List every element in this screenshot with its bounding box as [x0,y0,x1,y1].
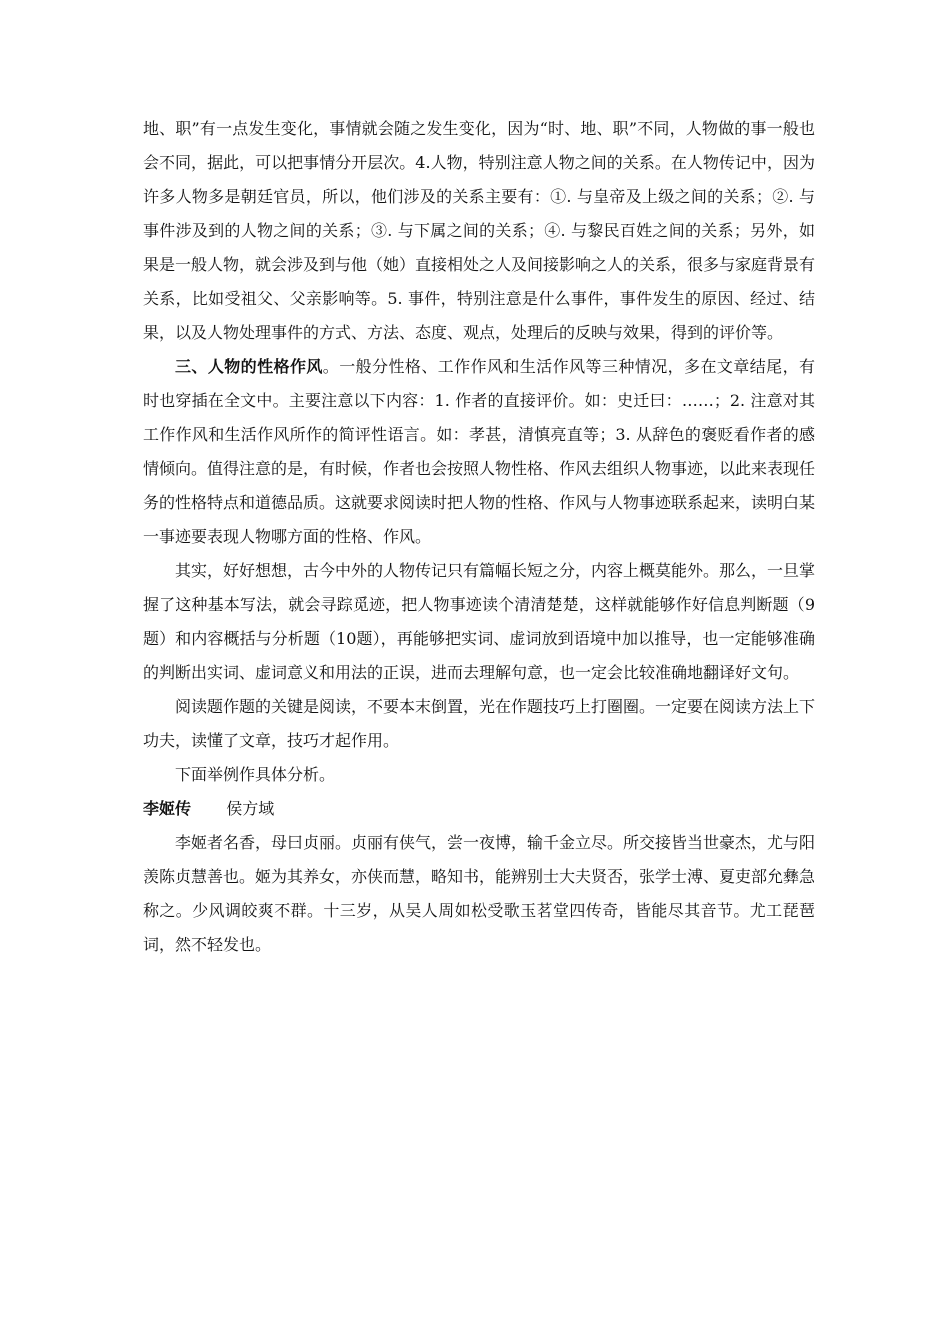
section-heading: 三、人物的性格作风 [175,357,323,376]
document-page [143,112,815,962]
section-body: 。一般分性格、工作作风和生活作风等三种情况，多在文章结尾，有时也穿插在全文中。主要注意以下内容：1. 作者的直接评价。如：史迁曰：……；2. 注意对其工作作风和生活作风所作的简评性语言。如：孝甚，清慎亮直等；3. 从辞色的褒贬看作者的感情倾向。值得注意的是，有时候，作者也会按照人物性格、作风去组织人物事迹，以此来表现任务的性格特点和道德品质。这就要求阅读时把人物的性格、作风与人物事迹联系起来，读明白某一事迹要表现人物哪方面的性格、作风。 [143,357,816,546]
article-author: 侯方域 [226,799,275,818]
paragraph-reading-key: 阅读题作题的关键是阅读，不要本末倒置，光在作题技巧上打圈圈。一定要在阅读方法上下功夫，读懂了文章，技巧才起作用。 [143,697,816,750]
paragraph-events: 地、职”有一点发生变化，事情就会随之发生变化，因为“时、地、职”不同，人物做的事一般也会不同，据此，可以把事情分开层次。4.人物，特别注意人物之间的关系。在人物传记中，因为许多人物多是朝廷官员，所以，他们涉及的关系主要有：①. 与皇帝及上级之间的关系；②. 与事件涉及到的人物之间的关系；③. 与下属之间的关系；④. 与黎民百姓之间的关系；另外，如果是一般人物，就会涉及到与他（她）直接相处之人及间接影响之人的关系，很多与家庭背景有关系，比如受祖父、父亲影响等。5. 事件，特别注意是什么事件，事件发生的原因、经过、结果，以及人物处理事件的方式、方法、态度、观点，处理后的反映与效果，得到的评价等。 [143,119,816,342]
paragraph-summary: 其实，好好想想，古今中外的人物传记只有篇幅长短之分，内容上概莫能外。那么，一旦掌握了这种基本写法，就会寻踪觅迹，把人物事迹读个清清楚楚，这样就能够作好信息判断题（9题）和内容概括与分析题（10题），再能够把实词、虚词放到语境中加以推导，也一定能够准确的判断出实词、虚词意义和用法的正误，进而去理解句意，也一定会比较准确地翻译好文句。 [143,561,816,682]
paragraph-character-style [143,350,815,554]
article-title: 李姬传 [143,799,192,818]
paragraph-article-text: 李姬者名香，母曰贞丽。贞丽有侠气，尝一夜博，输千金立尽。所交接皆当世豪杰，尤与阳羡陈贞慧善也。姬为其养女，亦侠而慧，略知书，能辨别士大夫贤否，张学士溥、夏吏部允彝急称之。少风调皎爽不群。十三岁，从吴人周如松受歌玉茗堂四传奇，皆能尽其音节。尤工琵琶词，然不轻发也。 [143,833,816,954]
article-title-line [143,792,815,826]
paragraph-example-intro: 下面举例作具体分析。 [175,765,336,784]
